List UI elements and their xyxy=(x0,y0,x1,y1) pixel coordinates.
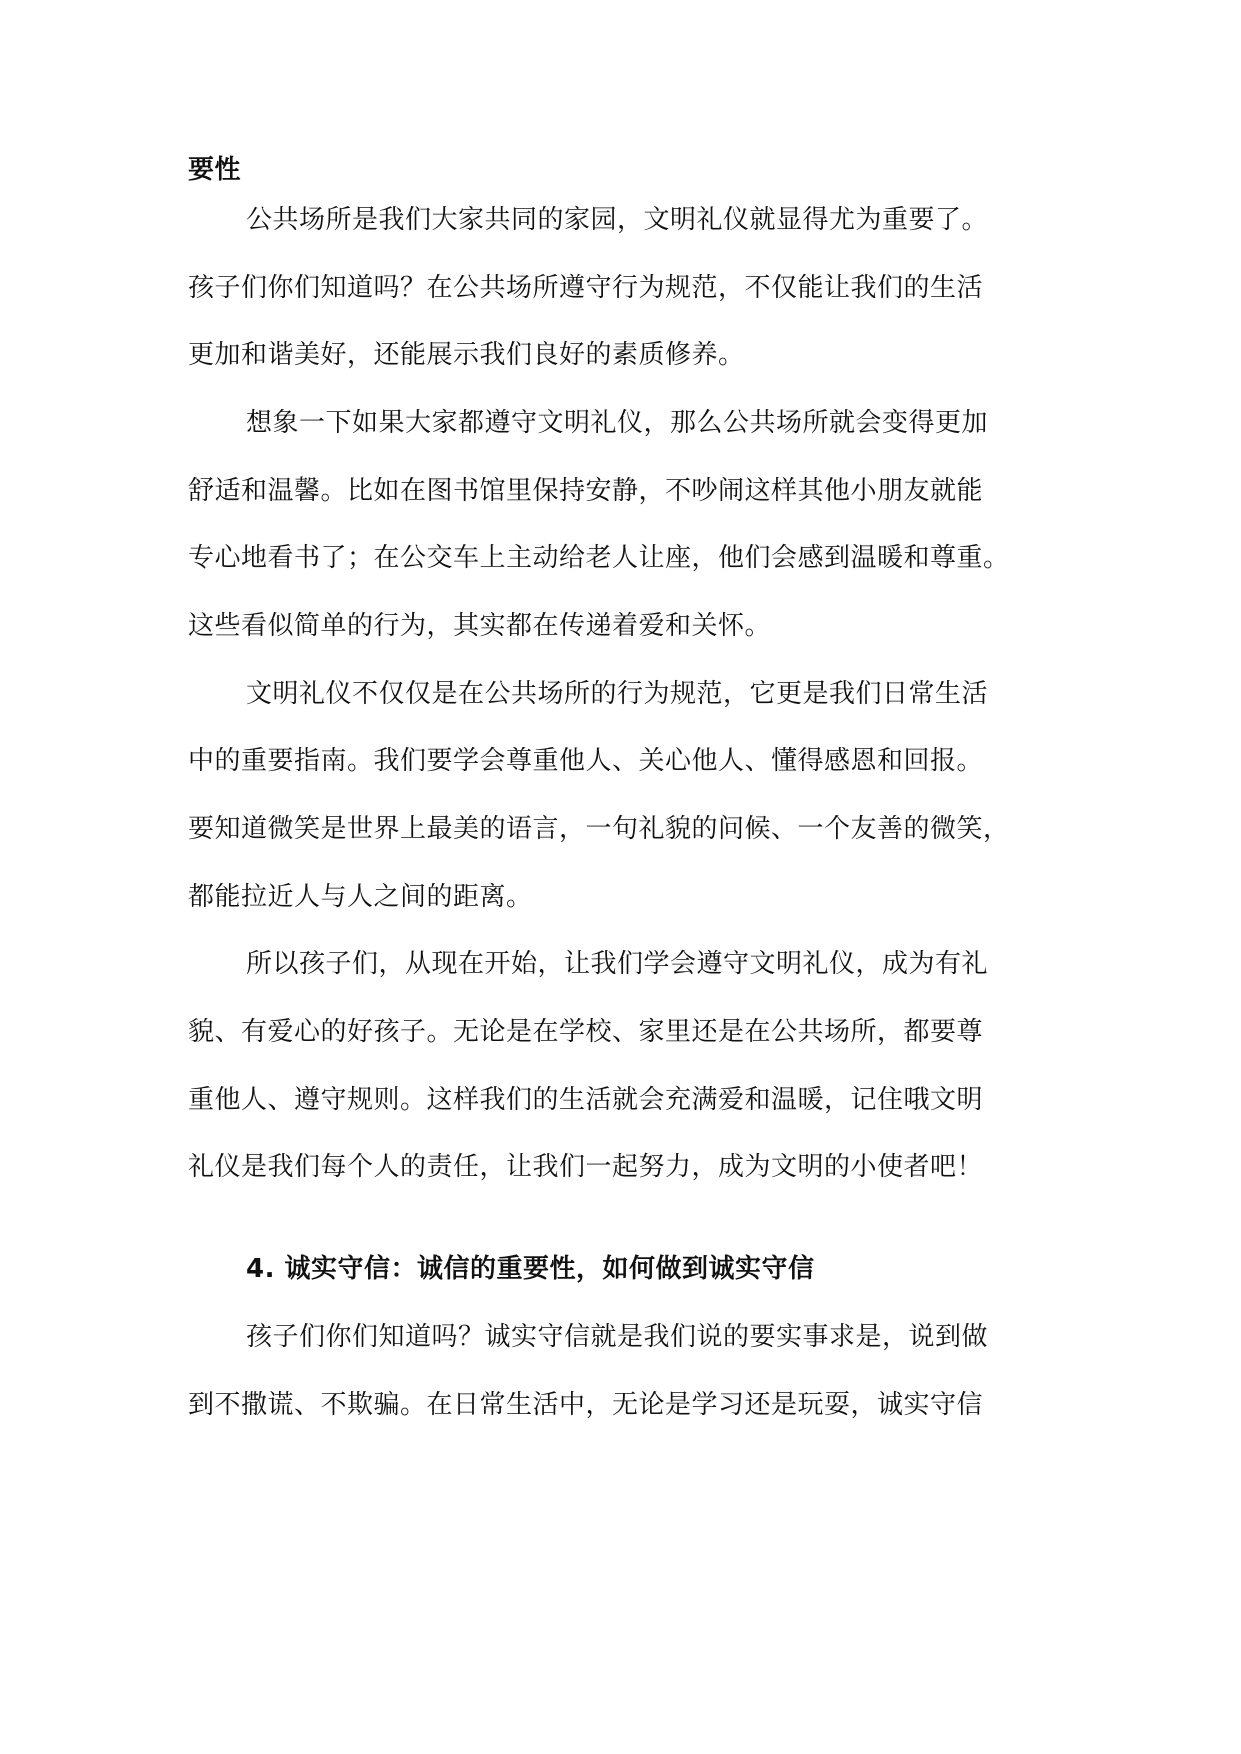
section-title-continuation: 要性 xyxy=(188,155,242,185)
paragraph-line: 到不撒谎、不欺骗。在日常生活中，无论是学习还是玩耍，诚实守信 xyxy=(188,1390,984,1420)
paragraph-line: 都能拉近人与人之间的距离。 xyxy=(188,882,533,912)
paragraph-line: 专心地看书了；在公交车上主动给老人让座，他们会感到温暖和尊重。 xyxy=(188,543,1010,573)
paragraph-line: 中的重要指南。我们要学会尊重他人、关心他人、懂得感恩和回报。 xyxy=(188,746,984,776)
paragraph-line: 想象一下如果大家都遵守文明礼仪，那么公共场所就会变得更加 xyxy=(246,408,989,438)
paragraph-line: 更加和谐美好，还能展示我们良好的素质修养。 xyxy=(188,340,745,370)
paragraph-line: 重他人、遵守规则。这样我们的生活就会充满爱和温暖，记住哦文明 xyxy=(188,1085,984,1115)
paragraph-line: 舒适和温馨。比如在图书馆里保持安静，不吵闹这样其他小朋友就能 xyxy=(188,476,984,506)
paragraph-line: 文明礼仪不仅仅是在公共场所的行为规范，它更是我们日常生活 xyxy=(246,679,989,709)
paragraph-line: 礼仪是我们每个人的责任，让我们一起努力，成为文明的小使者吧！ xyxy=(188,1152,984,1182)
paragraph-line: 貌、有爱心的好孩子。无论是在学校、家里还是在公共场所，都要尊 xyxy=(188,1017,984,1047)
paragraph-line: 所以孩子们，从现在开始，让我们学会遵守文明礼仪，成为有礼 xyxy=(246,949,989,979)
paragraph-line: 要知道微笑是世界上最美的语言，一句礼貌的问候、一个友善的微笑， xyxy=(188,814,1010,844)
paragraph-line: 孩子们你们知道吗？在公共场所遵守行为规范，不仅能让我们的生活 xyxy=(188,273,984,303)
paragraph-line: 这些看似简单的行为，其实都在传递着爱和关怀。 xyxy=(188,611,772,641)
paragraph-line: 公共场所是我们大家共同的家园，文明礼仪就显得尤为重要了。 xyxy=(246,205,989,235)
section-heading: 4. 诚实守信：诚信的重要性，如何做到诚实守信 xyxy=(246,1254,815,1284)
paragraph-line: 孩子们你们知道吗？诚实守信就是我们说的要实事求是，说到做 xyxy=(246,1322,989,1352)
